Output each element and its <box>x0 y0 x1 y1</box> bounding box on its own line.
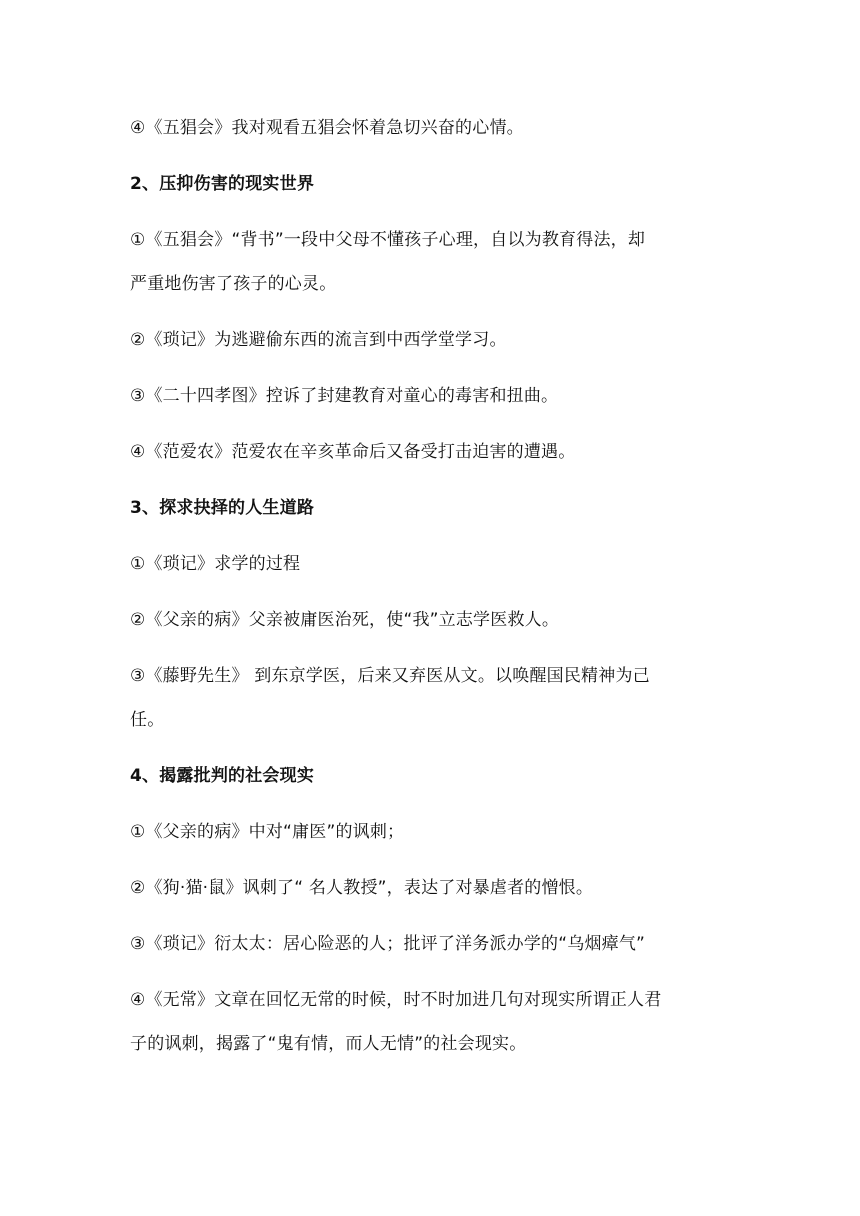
list-item-dog-cat-mouse: ②《狗·猫·鼠》讽刺了“ 名人教授”，表达了对暴虐者的憎恨。 <box>130 878 594 898</box>
list-item-wuchanghui-recitation-cont: 严重地伤害了孩子的心灵。 <box>130 274 337 294</box>
section-heading-2: 2、压抑伤害的现实世界 <box>130 174 315 194</box>
list-item-wuchanghui-excitement: ④《五猖会》我对观看五猖会怀着急切兴奋的心情。 <box>130 118 524 138</box>
list-item-fujino: ③《藤野先生》 到东京学医，后来又弃医从文。以唤醒国民精神为己 <box>130 666 650 686</box>
section-heading-3: 3、探求抉择的人生道路 <box>130 498 315 518</box>
list-item-suoji-study: ①《琐记》求学的过程 <box>130 554 301 574</box>
list-item-father-illness-satire: ①《父亲的病》中对“庸医”的讽刺； <box>130 822 405 842</box>
list-item-fan-ainong: ④《范爱农》范爱农在辛亥革命后又备受打击迫害的遭遇。 <box>130 442 576 462</box>
list-item-wuchanghui-recitation: ①《五猖会》“背书”一段中父母不懂孩子心理，自以为教育得法，却 <box>130 230 646 250</box>
list-item-suoji-rumor: ②《琐记》为逃避偷东西的流言到中西学堂学习。 <box>130 330 507 350</box>
list-item-wuchang-cont: 子的讽刺，揭露了“鬼有情，而人无情”的社会现实。 <box>130 1034 527 1054</box>
section-heading-4: 4、揭露批判的社会现实 <box>130 766 315 786</box>
list-item-ershisi-xiaotu: ③《二十四孝图》控诉了封建教育对童心的毒害和扭曲。 <box>130 386 559 406</box>
list-item-wuchang: ④《无常》文章在回忆无常的时候，时不时加进几句对现实所谓正人君 <box>130 990 662 1010</box>
list-item-fujino-cont: 任。 <box>130 710 165 730</box>
list-item-suoji-yantaitai: ③《琐记》衍太太：居心险恶的人；批评了洋务派办学的“乌烟瘴气” <box>130 934 646 954</box>
list-item-father-illness: ②《父亲的病》父亲被庸医治死，使“我”立志学医救人。 <box>130 610 560 630</box>
